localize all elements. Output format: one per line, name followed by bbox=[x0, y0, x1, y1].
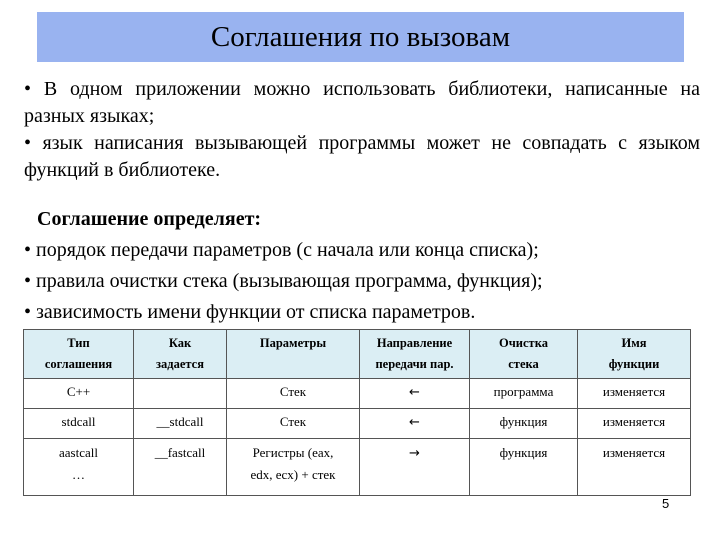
cell-cleanup: функция bbox=[470, 409, 578, 439]
rules-item: • порядок передачи параметров (с начала или конца списка); bbox=[24, 239, 539, 261]
rules-heading: Соглашение определяет: bbox=[37, 208, 262, 230]
cell-direction bbox=[360, 379, 470, 409]
intro-item: • В одном приложении можно использовать библиотеки, написанные на разных языках; bbox=[24, 78, 700, 127]
cell-params: Стек bbox=[227, 379, 360, 409]
cell-type: C++ bbox=[24, 379, 134, 409]
left-arrow-icon: ← bbox=[409, 385, 420, 400]
header-cleanup: Очистка стека bbox=[470, 330, 578, 379]
cell-type: aastcall … bbox=[24, 439, 134, 496]
intro-text bbox=[24, 76, 700, 184]
header-params: Параметры bbox=[227, 330, 360, 379]
table-row bbox=[24, 439, 691, 496]
slide-title-bar bbox=[37, 12, 684, 62]
cell-params: Регистры (eax, edx, ecx) + стек bbox=[227, 439, 360, 496]
header-set-by: Как задается bbox=[134, 330, 227, 379]
conventions-table bbox=[23, 329, 691, 496]
cell-set-by: __fastcall bbox=[134, 439, 227, 496]
header-name: Имя функции bbox=[578, 330, 691, 379]
slide-title: Соглашения по вызовам bbox=[210, 20, 511, 53]
intro-item: • язык написания вызывающей программы может не совпадать с языком функций в библиотеке. bbox=[24, 132, 700, 181]
table-header-row bbox=[24, 330, 691, 379]
cell-type: stdcall bbox=[24, 409, 134, 439]
rules-block bbox=[24, 204, 700, 328]
rules-item: • правила очистки стека (вызывающая программа, функция); bbox=[24, 270, 543, 292]
cell-set-by: __stdcall bbox=[134, 409, 227, 439]
cell-cleanup: функция bbox=[470, 439, 578, 496]
cell-name: изменяется bbox=[578, 379, 691, 409]
header-type: Тип соглашения bbox=[24, 330, 134, 379]
left-arrow-icon: ← bbox=[409, 415, 420, 430]
cell-direction bbox=[360, 439, 470, 496]
right-arrow-icon: → bbox=[409, 446, 420, 461]
cell-direction bbox=[360, 409, 470, 439]
table-row bbox=[24, 379, 691, 409]
cell-cleanup: программа bbox=[470, 379, 578, 409]
cell-name: изменяется bbox=[578, 439, 691, 496]
cell-name: изменяется bbox=[578, 409, 691, 439]
header-direction: Направление передачи пар. bbox=[360, 330, 470, 379]
cell-params: Стек bbox=[227, 409, 360, 439]
cell-set-by bbox=[134, 379, 227, 409]
rules-item: • зависимость имени функции от списка параметров. bbox=[24, 301, 476, 323]
page-number: 5 bbox=[662, 496, 670, 511]
table-row bbox=[24, 409, 691, 439]
